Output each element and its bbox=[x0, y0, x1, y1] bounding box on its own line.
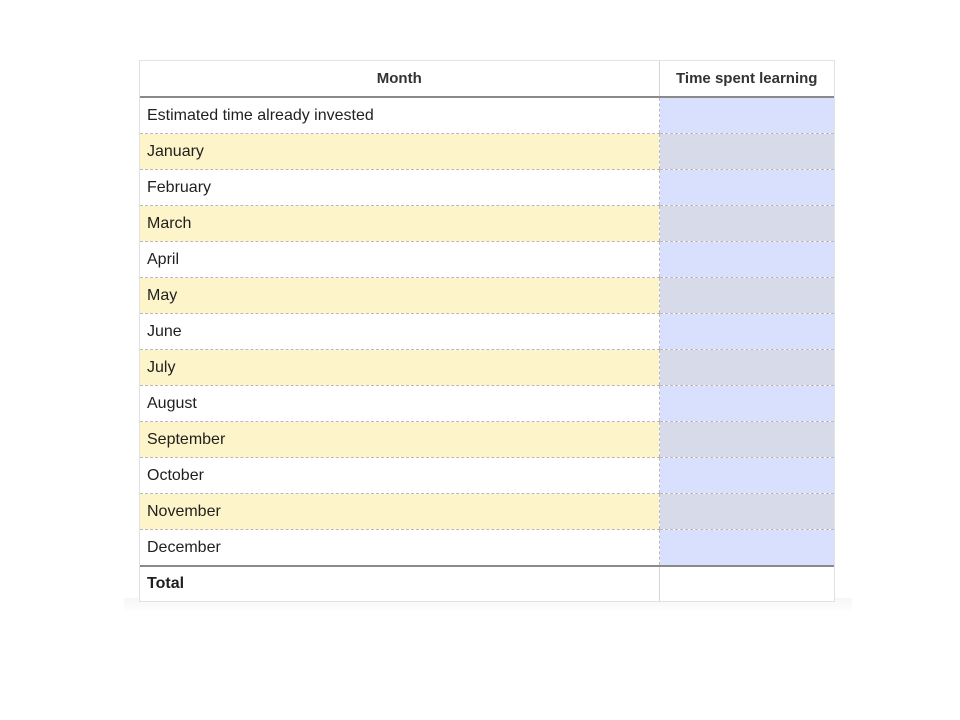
time-cell[interactable] bbox=[659, 170, 834, 206]
table-row bbox=[140, 242, 834, 278]
time-cell[interactable] bbox=[659, 494, 834, 530]
table-row bbox=[140, 386, 834, 422]
row-label: July bbox=[140, 350, 659, 386]
row-label: June bbox=[140, 314, 659, 350]
table bbox=[140, 61, 834, 601]
row-label: April bbox=[140, 242, 659, 278]
table-row bbox=[140, 422, 834, 458]
time-cell[interactable] bbox=[659, 206, 834, 242]
row-label: September bbox=[140, 422, 659, 458]
row-label: Estimated time already invested bbox=[140, 97, 659, 134]
table-row bbox=[140, 494, 834, 530]
time-cell[interactable] bbox=[659, 242, 834, 278]
row-label: February bbox=[140, 170, 659, 206]
table-row bbox=[140, 314, 834, 350]
row-label: August bbox=[140, 386, 659, 422]
time-cell[interactable] bbox=[659, 350, 834, 386]
row-label: October bbox=[140, 458, 659, 494]
table-row bbox=[140, 97, 834, 134]
table-row bbox=[140, 134, 834, 170]
time-cell[interactable] bbox=[659, 422, 834, 458]
table-row bbox=[140, 278, 834, 314]
row-label: May bbox=[140, 278, 659, 314]
time-cell[interactable] bbox=[659, 314, 834, 350]
row-label: January bbox=[140, 134, 659, 170]
time-cell[interactable] bbox=[659, 134, 834, 170]
time-cell[interactable] bbox=[659, 386, 834, 422]
total-cell bbox=[659, 566, 834, 601]
time-cell[interactable] bbox=[659, 278, 834, 314]
time-cell[interactable] bbox=[659, 530, 834, 567]
table-row bbox=[140, 350, 834, 386]
table-row bbox=[140, 206, 834, 242]
table-row bbox=[140, 530, 834, 567]
total-row bbox=[140, 566, 834, 601]
table-row bbox=[140, 170, 834, 206]
learning-time-table bbox=[139, 60, 835, 602]
row-label: November bbox=[140, 494, 659, 530]
header-row bbox=[140, 61, 834, 97]
month-column-header: Month bbox=[140, 61, 659, 97]
total-label: Total bbox=[140, 566, 659, 601]
row-label: December bbox=[140, 530, 659, 567]
row-label: March bbox=[140, 206, 659, 242]
time-cell[interactable] bbox=[659, 97, 834, 134]
table-row bbox=[140, 458, 834, 494]
time-cell[interactable] bbox=[659, 458, 834, 494]
time-column-header: Time spent learning bbox=[659, 61, 834, 97]
